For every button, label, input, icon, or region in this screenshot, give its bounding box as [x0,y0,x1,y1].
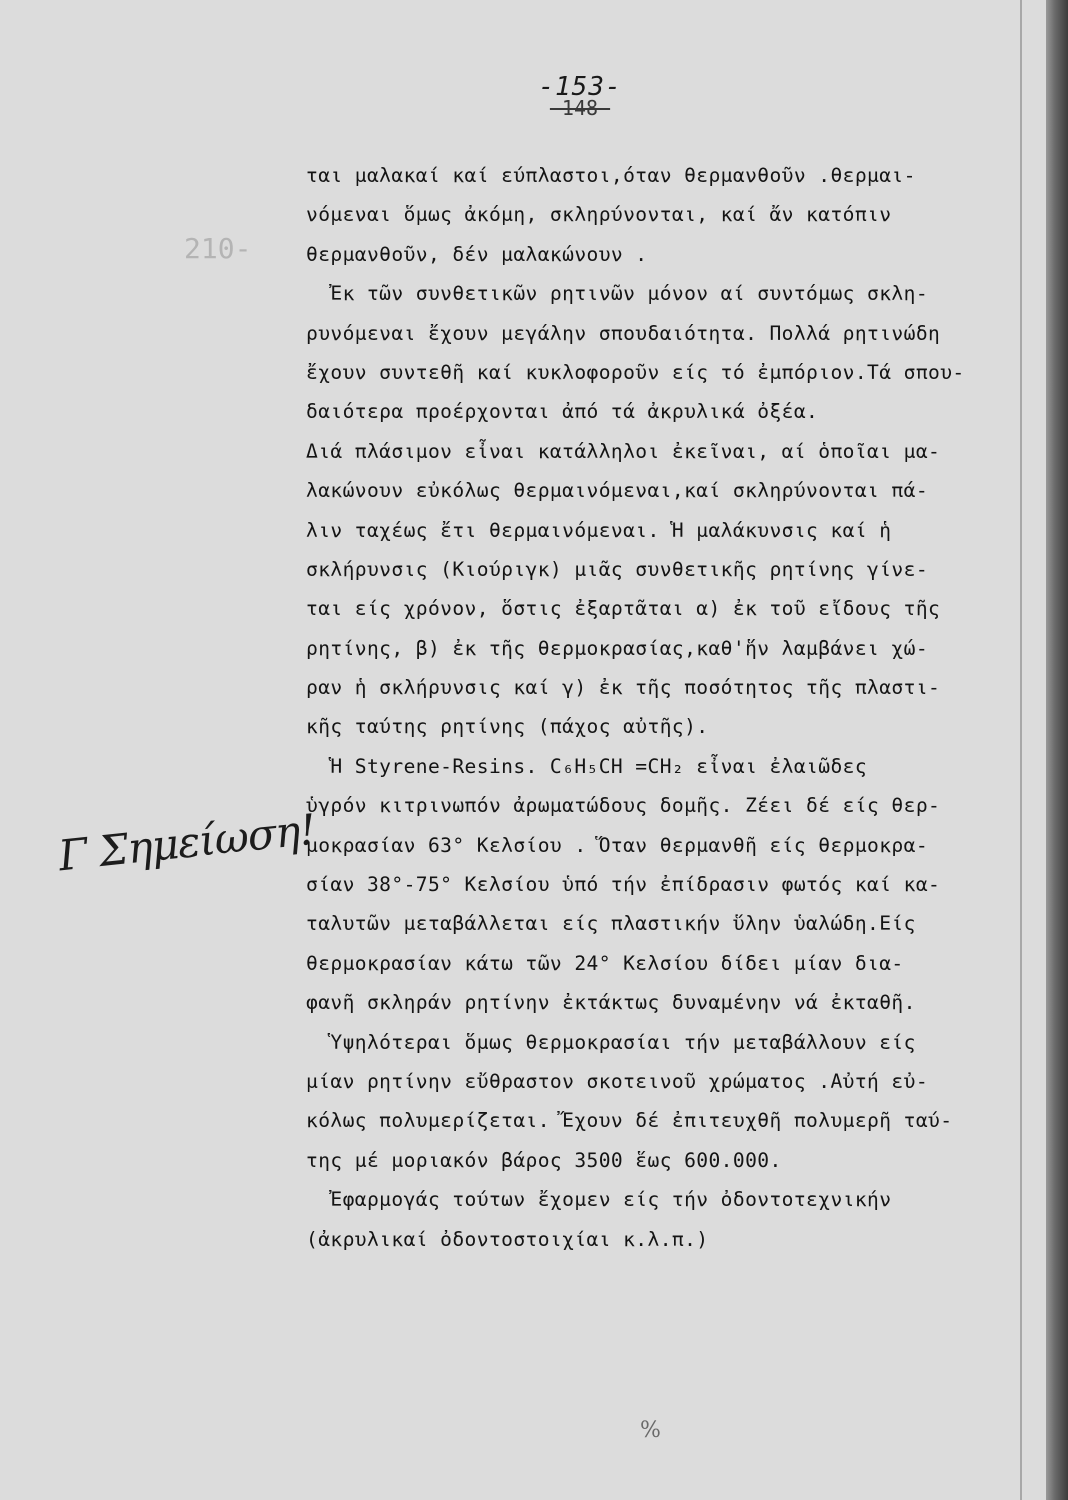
page-number: -153- [538,72,622,102]
text-line: ται μαλακαί καί εύπλαστοι,όταν θερμανθοῦν .θερμαι- [306,164,916,187]
text-line: θερμανθοῦν, δέν μαλακώνουν . [306,242,648,266]
text-line: κῆς ταύτης ρητίνης (πάχος αὐτῆς). [306,715,709,739]
text-line: ρητίνης, β) ἐκ τῆς θερμοκρασίας,καθ'ἥν λαμβάνει χώ- [306,636,929,660]
text-line: ταλυτῶν μεταβάλλεται είς πλαστικήν ὕλην ὑαλώδη.Είς [306,912,916,936]
text-line: ἔχουν συντεθῆ καί κυκλοφοροῦν είς τό ἐμπόριον.Τά σπου- [306,360,965,384]
text-line: σίαν 38°-75° Κελσίου ὑπό τήν ἐπίδρασιν φωτός καί κα- [306,873,941,897]
old-page-number: -148- [549,96,611,120]
text-line: της μέ μοριακόν βάρος 3500 ἕως 600.000. [306,1148,782,1172]
text-line: νόμεναι ὅμως ἀκόμη, σκληρύνονται, καί ἄν κατόπιν [306,203,892,227]
text-line: κόλως πολυμερίζεται. Ἔχουν δέ ἐπιτευχθῆ πολυμερῆ ταύ- [306,1109,953,1133]
text-line: ραν ἡ σκλήρυνσις καί γ) ἐκ τῆς ποσότητος τῆς πλαστι- [306,676,941,700]
page-header [520,72,640,120]
text-line: (ἀκρυλικαί ὀδοντοστοιχίαι κ.λ.π.) [306,1227,709,1251]
margin-number: 210- [184,232,252,265]
text-line: ρυνόμεναι ἔχουν μεγάλην σπουδαιότητα. Πολλά ρητινώδη [306,321,941,345]
footer-mark: % [640,1418,661,1443]
text-line: Διά πλάσιμον εἶναι κατάλληλοι ἐκεῖναι, αί ὁποῖαι μα- [306,439,941,463]
text-line: Ἐφαρμογάς τούτων ἔχομεν είς τήν ὀδοντοτεχνικήν [306,1188,892,1212]
text-line: θερμοκρασίαν κάτω τῶν 24° Κελσίου δίδει μίαν δια- [306,951,904,975]
text-line: Ὑψηλότεραι ὅμως θερμοκρασίαι τήν μεταβάλλουν είς [306,1030,916,1054]
text-line: μοκρασίαν 63° Κελσίου . Ὅταν θερμανθῆ είς θερμοκρα- [306,833,929,857]
text-line: μίαν ρητίνην εὔθραστον σκοτεινοῦ χρώματος .Αὐτή εὐ- [306,1069,929,1093]
page-edge-shadow [1046,0,1068,1500]
text-line: Ἐκ τῶν συνθετικῶν ρητινῶν μόνον αί συντόμως σκλη- [306,282,929,306]
text-line: λακώνουν εὐκόλως θερμαινόμεναι,καί σκληρύνονται πά- [306,479,929,503]
text-line: σκλήρυνσις (Κιούριγκ) μιᾶς συνθετικῆς ρητίνης γίνε- [306,557,929,581]
text-line: λιν ταχέως ἔτι θερμαινόμεναι. Ἡ μαλάκυνσις καί ἡ [306,518,892,542]
text-line: φανῆ σκληράν ρητίνην ἐκτάκτως δυναμένην νά ἐκταθῆ. [306,991,916,1015]
text-line: ὑγρόν κιτρινωπόν ἀρωματώδους δομῆς. Ζέει δέ είς θερ- [306,794,941,818]
text-line: ται είς χρόνον, ὅστις ἐξαρτᾶται α) ἐκ τοῦ εἴδους τῆς [306,597,941,621]
typewritten-body [306,156,1026,1259]
text-line: Ἡ Styrene-Resins. C₆H₅CH =CH₂ εἶναι ἐλαιῶδες [306,754,868,778]
margin-handwritten-note: Γ Σημείωση! [56,804,318,881]
text-line: δαιότερα προέρχονται ἀπό τά ἀκρυλικά ὀξέα. [306,400,819,424]
